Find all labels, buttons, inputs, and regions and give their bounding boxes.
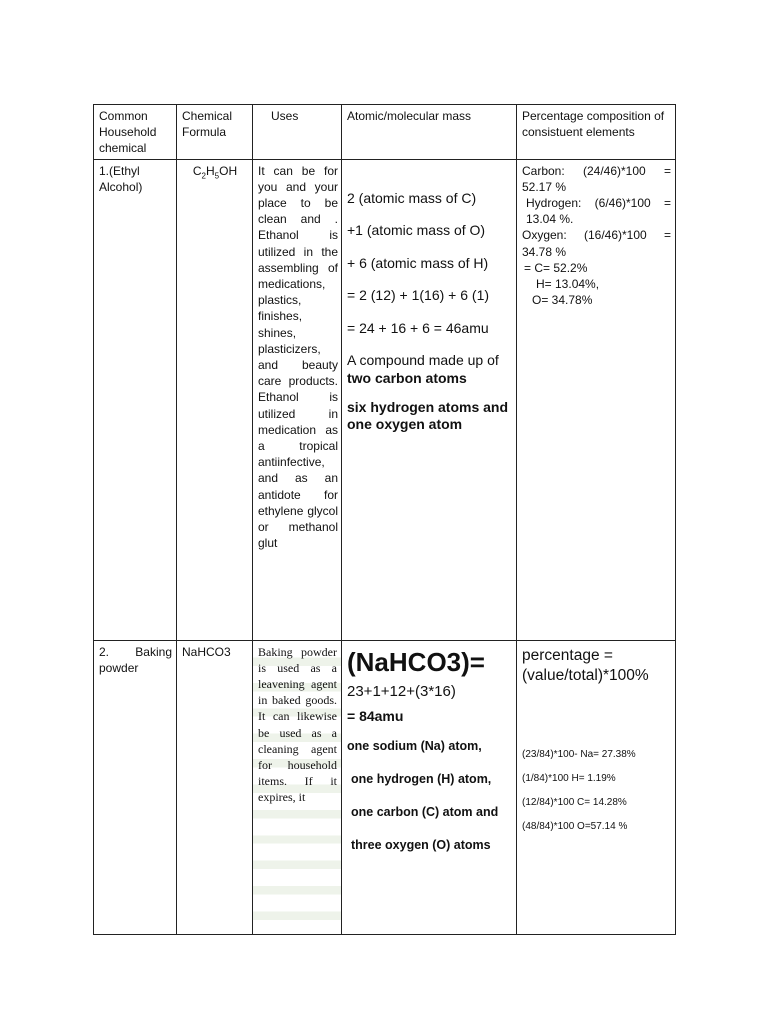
row2-uses: Baking powder is used as a leavening agent in baked goods. It can likewise be used as a cleaning agent for household items. If it expires, it <box>253 640 342 934</box>
pct-line: Oxygen: (16/46)*100 = 34.78 % <box>522 228 671 259</box>
mass-line: +1 (atomic mass of O) <box>347 222 486 239</box>
pct-line: Hydrogen: (6/46)*100 = 13.04 %. <box>526 196 671 227</box>
pct-formula: percentage = (value/total)*100% <box>522 646 649 684</box>
row1-formula <box>177 159 253 640</box>
row1-uses: It can be for you and your place to be clean and . Ethanol is utilized in the assembling of medications, plastics, finishes, shines, plasticizers, and beauty care products. Ethanol is utilized in medication as a tropical antiinfective, and as an antidote for ethylene glycol or methanol glut <box>253 159 342 640</box>
formula-c: C <box>192 163 202 178</box>
row2-mass <box>342 640 517 934</box>
table-row-baking-powder <box>94 640 676 934</box>
compound-hydrogen-oxygen: six hydrogen atoms and one oxygen atom <box>347 399 509 433</box>
mass-line: = 24 + 16 + 6 = 46amu <box>347 319 489 336</box>
pct-line: (48/84)*100 O=57.14 % <box>522 820 628 832</box>
header-uses <box>253 105 342 160</box>
header-percentage-composition: Percentage composition of consistuent elements <box>517 105 676 160</box>
row2-percentage <box>517 640 676 934</box>
header-uses-text: Uses <box>271 109 299 123</box>
header-row <box>94 105 676 160</box>
pct-line: Carbon: (24/46)*100 = 52.17 % <box>522 163 671 194</box>
mass-line: + 6 (atomic mass of H) <box>347 254 489 271</box>
header-chemical-formula: Chemical Formula <box>177 105 253 160</box>
compound-carbon: two carbon atoms <box>347 369 467 386</box>
atom-line: one hydrogen (H) atom, <box>351 771 492 786</box>
formula-h: H <box>206 163 215 178</box>
pct-line: O= 34.78% <box>532 293 593 308</box>
atom-line: one carbon (C) atom and <box>351 804 499 819</box>
row2-name: 2. Baking powder <box>94 640 177 934</box>
row2-formula: NaHCO3 <box>177 640 253 934</box>
atom-line: three oxygen (O) atoms <box>351 837 491 852</box>
header-household-chemical: Common Household chemical <box>94 105 177 160</box>
compound-description <box>347 352 512 387</box>
header-atomic-mass: Atomic/molecular mass <box>342 105 517 160</box>
mass-line: = 2 (12) + 1(16) + 6 (1) <box>347 287 490 304</box>
chemical-table <box>93 104 676 935</box>
pct-line: H= 13.04%, <box>536 277 600 292</box>
pct-line: (1/84)*100 H= 1.19% <box>522 772 616 784</box>
formula-c-sub: 2 <box>201 171 206 180</box>
mass-line: 2 (atomic mass of C) <box>347 189 477 206</box>
row1-mass <box>342 159 517 640</box>
pct-line: (12/84)*100 C= 14.28% <box>522 796 627 808</box>
formula-oh: OH <box>219 163 238 178</box>
mass-total: = 84amu <box>347 707 404 724</box>
compound-prefix: A compound made up of <box>347 352 499 369</box>
row1-percentage <box>517 159 676 640</box>
mass-sum: 23+1+12+(3*16) <box>347 682 456 700</box>
table-row-ethyl-alcohol <box>94 159 676 640</box>
pct-line: (23/84)*100- Na= 27.38% <box>522 748 636 760</box>
pct-line: = C= 52.2% <box>524 260 588 275</box>
formula-h-sub: 5 <box>214 171 220 180</box>
mass-title: (NaHCO3)= <box>347 646 485 677</box>
atom-line: one sodium (Na) atom, <box>347 738 482 753</box>
row1-name: 1.(Ethyl Alcohol) <box>94 159 177 640</box>
